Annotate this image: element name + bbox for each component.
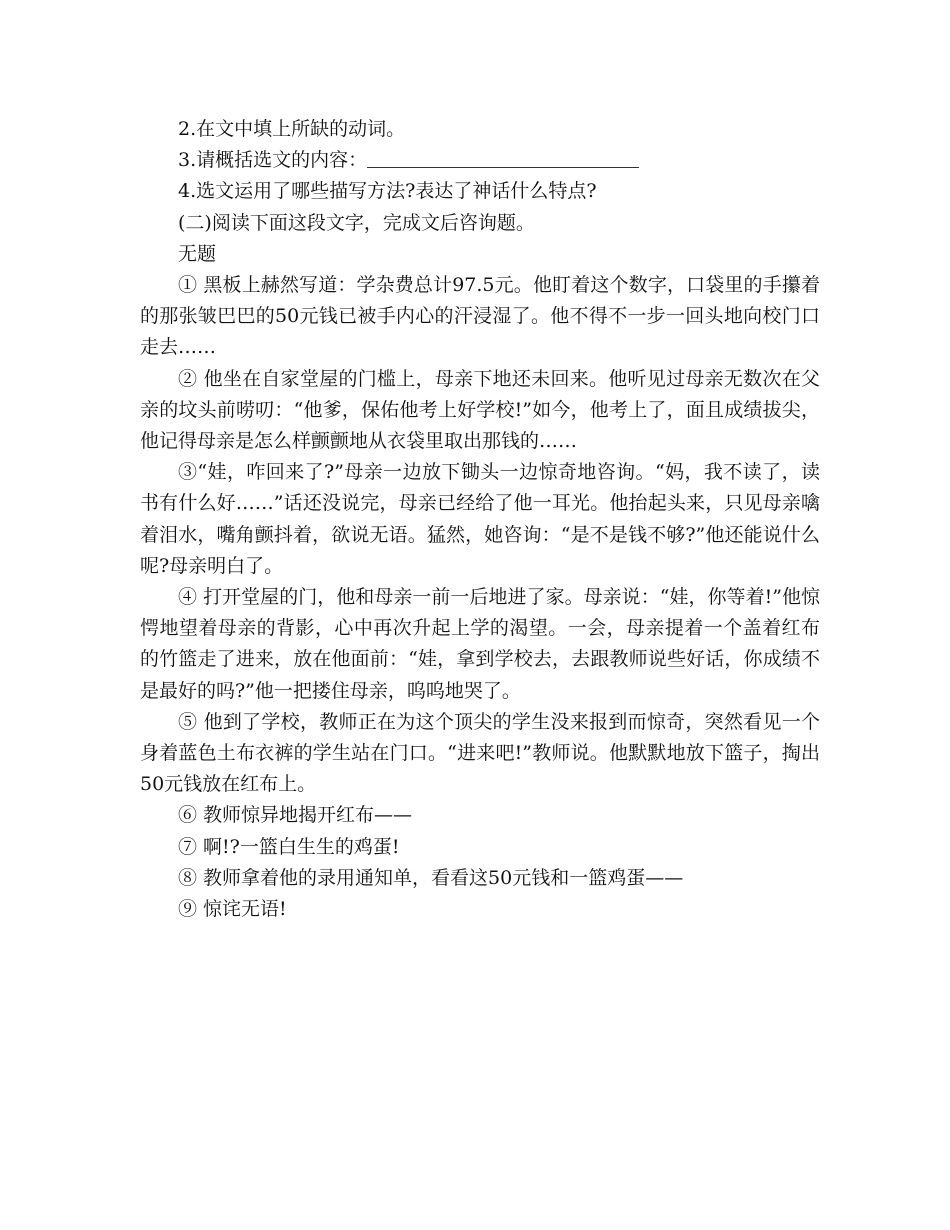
passage-paragraph-5: ⑤ 他到了学校，教师正在为这个顶尖的学生没来报到而惊奇，突然看见一个身着蓝色土布衣裤的学生站在门口。“进来吧!”教师说。他默默地放下篮子，掏出50元钱放在红布上。 bbox=[140, 710, 820, 796]
question-3 bbox=[140, 145, 820, 176]
passage-paragraph-3: ③“娃，咋回来了?”母亲一边放下锄头一边惊奇地咨询。“妈，我不读了，读书有什么好……”话还没说完，母亲已经给了他一耳光。他抬起头来，只见母亲噙着泪水，嘴角颤抖着，欲说无语。猛然，她咨询：“是不是钱不够?”他还能说什么呢?母亲明白了。 bbox=[140, 461, 820, 577]
passage-paragraph-2: ② 他坐在自家堂屋的门槛上，母亲下地还未回来。他听见过母亲无数次在父亲的坟头前唠叨：“他爹，保佑他考上好学校!”如今，他考上了，面且成绩拔尖，他记得母亲是怎么样颤颤地从衣袋里取出那钱的…… bbox=[140, 367, 820, 453]
passage-title: 无题 bbox=[178, 242, 217, 265]
document-page bbox=[140, 114, 820, 925]
question-2: 2.在文中填上所缺的动词。 bbox=[178, 118, 406, 140]
passage-paragraph-8: ⑧ 教师拿着他的录用通知单，看看这50元钱和一篮鸡蛋—— bbox=[178, 866, 684, 889]
passage-paragraph-1: ① 黑板上赫然写道：学杂费总计97.5元。他盯着这个数字，口袋里的手攥着的那张皱巴巴的50元钱已被手内心的汗浸湿了。他不得不一步一回头地向校门口走去…… bbox=[140, 274, 820, 359]
passage-paragraph-9: ⑨ 惊诧无语! bbox=[178, 898, 287, 921]
section-heading: (二)阅读下面这段文字，完成文后咨询题。 bbox=[178, 211, 535, 234]
passage-paragraph-4: ④ 打开堂屋的门，他和母亲一前一后地进了家。母亲说：“娃，你等着!”他惊愕地望着母亲的背影，心中再次升起上学的渴望。一会，母亲提着一个盖着红布的竹篮走了进来，放在他面前：“娃，拿到学校去，去跟教师说些好话，你成绩不是最好的吗?”他一把搂住母亲，呜呜地哭了。 bbox=[140, 586, 820, 702]
question-3-prompt: 3.请概括选文的内容： bbox=[178, 149, 368, 172]
passage-paragraph-7: ⑦ 啊!?一篮白生生的鸡蛋! bbox=[178, 835, 400, 858]
question-4: 4.选文运用了哪些描写方法?表达了神话什么特点? bbox=[178, 180, 597, 203]
passage-paragraph-6: ⑥ 教师惊异地揭开红布—— bbox=[178, 804, 413, 827]
answer-blank-line bbox=[367, 147, 639, 168]
